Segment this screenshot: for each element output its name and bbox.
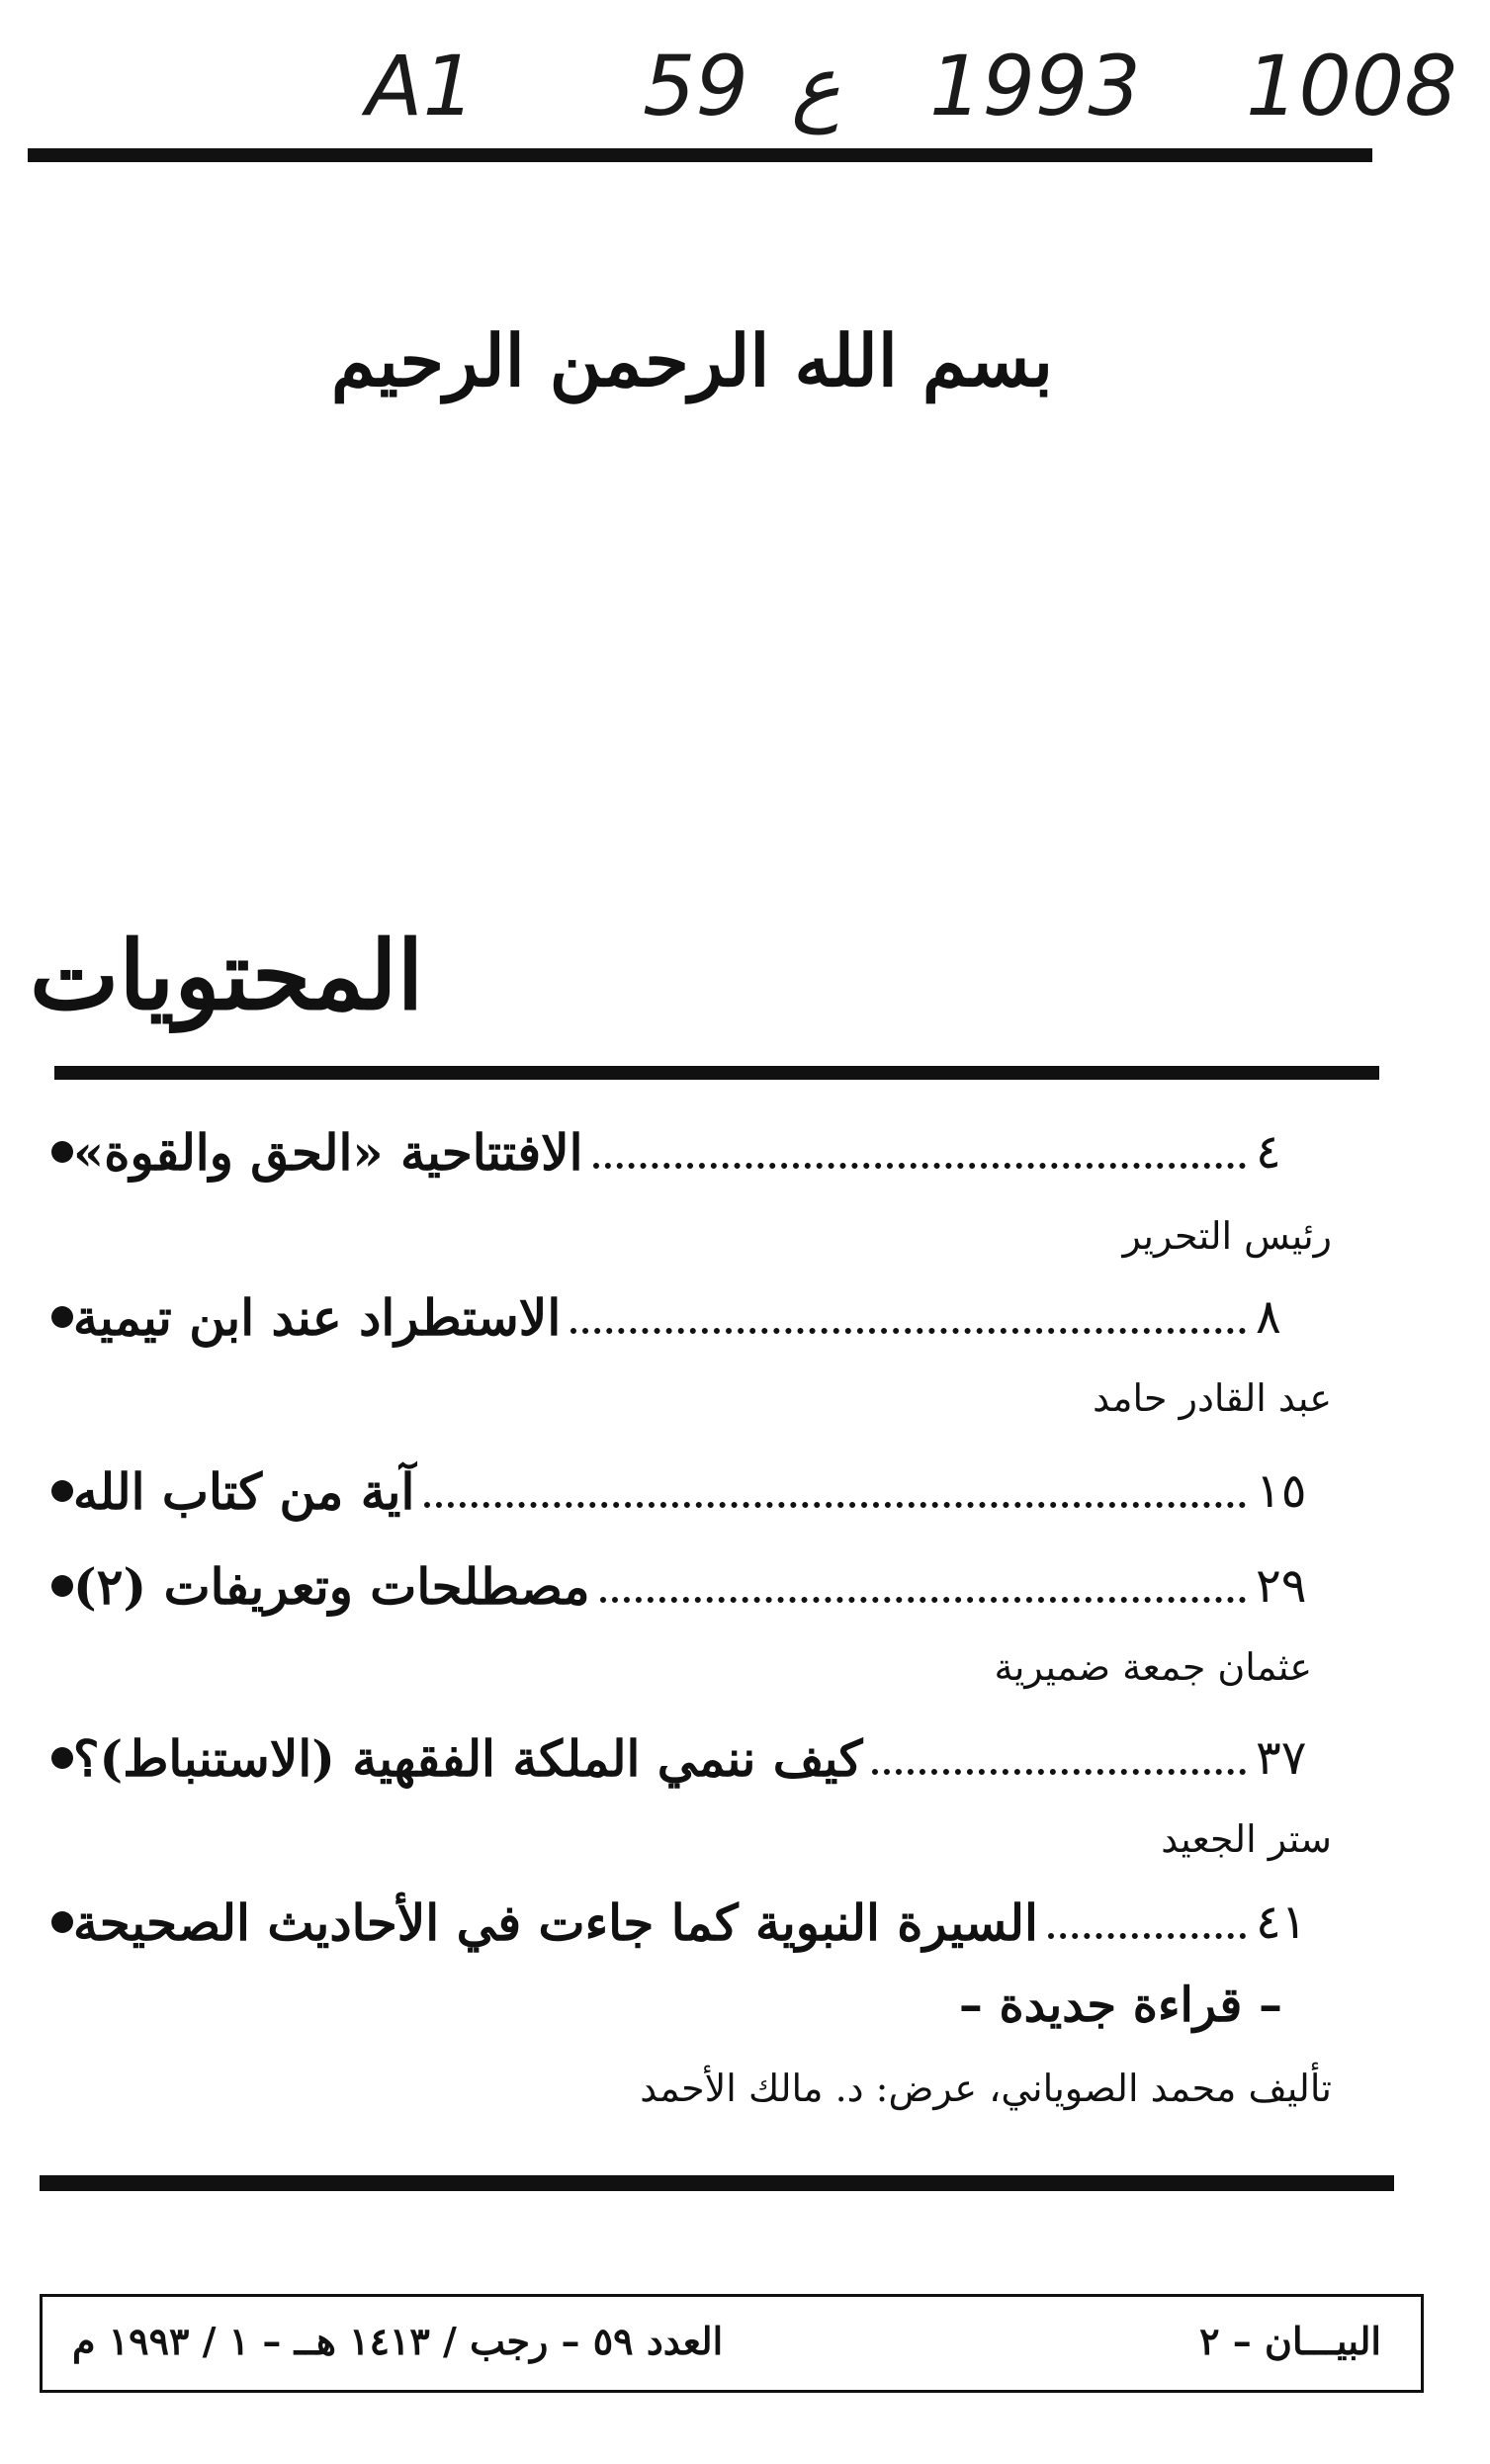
entry-page: ٤١ [1256, 1894, 1307, 1950]
footer-page-label: البيـــان – ٢ [1199, 2319, 1381, 2363]
handwritten-issue: 59 [643, 38, 748, 134]
entry-title: كيف ننمي الملكة الفقهية (الاستنباط)؟ [73, 1728, 863, 1788]
toc-entry[interactable] [30, 1546, 1335, 1626]
toc-entry[interactable] [30, 1883, 1335, 1962]
footer-issue-date: العدد ٥٩ – رجب / ١٤١٣ هــ – ١ / ١٩٩٣ م [72, 2319, 724, 2363]
dot-leader [424, 1502, 1246, 1508]
toc-heading: المحتويات [30, 920, 424, 1031]
basmala: بسم الله الرحمن الرحيم [330, 318, 1054, 402]
entry-title: آية من كتاب الله [73, 1461, 415, 1521]
bullet-icon [51, 1141, 73, 1163]
handwritten-code: A1 [366, 38, 476, 134]
handwritten-year: 1993 [929, 38, 1141, 134]
top-rule [28, 148, 1372, 162]
toc-entry[interactable] [30, 1112, 1335, 1191]
entry-page: ٨ [1256, 1289, 1281, 1345]
dot-leader [1048, 1933, 1246, 1939]
entry-author: ستر الجعيد [1161, 1817, 1332, 1861]
entry-title: مصطلحات وتعريفات (٢) [73, 1556, 590, 1616]
dot-leader [872, 1769, 1246, 1775]
dot-leader [593, 1163, 1246, 1169]
handwritten-annotation [356, 28, 1457, 136]
dot-leader [570, 1328, 1246, 1334]
entry-author: تأليف محمد الصوياني، عرض: د. مالك الأحمد [640, 2067, 1332, 2110]
handwritten-letter: ع [791, 38, 841, 134]
entry-page: ٤ [1256, 1124, 1281, 1180]
bullet-icon [51, 1306, 73, 1328]
entry-title: الاستطراد عند ابن تيمية [73, 1287, 562, 1347]
issue-footer [40, 2294, 1424, 2393]
bullet-icon [51, 1575, 73, 1597]
bullet-icon [51, 1911, 73, 1933]
entry-subtitle: – قراءة جديدة – [958, 1978, 1282, 2033]
toc-heading-rule [54, 1066, 1379, 1080]
bullet-icon [51, 1480, 73, 1502]
toc-entry[interactable] [30, 1277, 1335, 1357]
toc-entry[interactable] [30, 1718, 1335, 1798]
entry-title: الافتتاحية «الحق والقوة» [73, 1122, 583, 1182]
entry-title: السيرة النبوية كما جاءت في الأحاديث الصحيحة [73, 1892, 1038, 1952]
entry-page: ٢٩ [1256, 1558, 1307, 1614]
dot-leader [600, 1597, 1246, 1603]
bullet-icon [51, 1747, 73, 1769]
entry-page: ١٥ [1256, 1463, 1307, 1519]
entry-page: ٣٧ [1256, 1730, 1307, 1786]
entry-author: رئيس التحرير [1122, 1214, 1332, 1258]
bottom-rule [40, 2175, 1394, 2191]
toc-entry[interactable] [30, 1452, 1335, 1531]
entry-author: عثمان جمعة ضميرية [994, 1645, 1312, 1689]
handwritten-number: 1008 [1246, 38, 1457, 134]
entry-author: عبد القادر حامد [1093, 1376, 1332, 1420]
